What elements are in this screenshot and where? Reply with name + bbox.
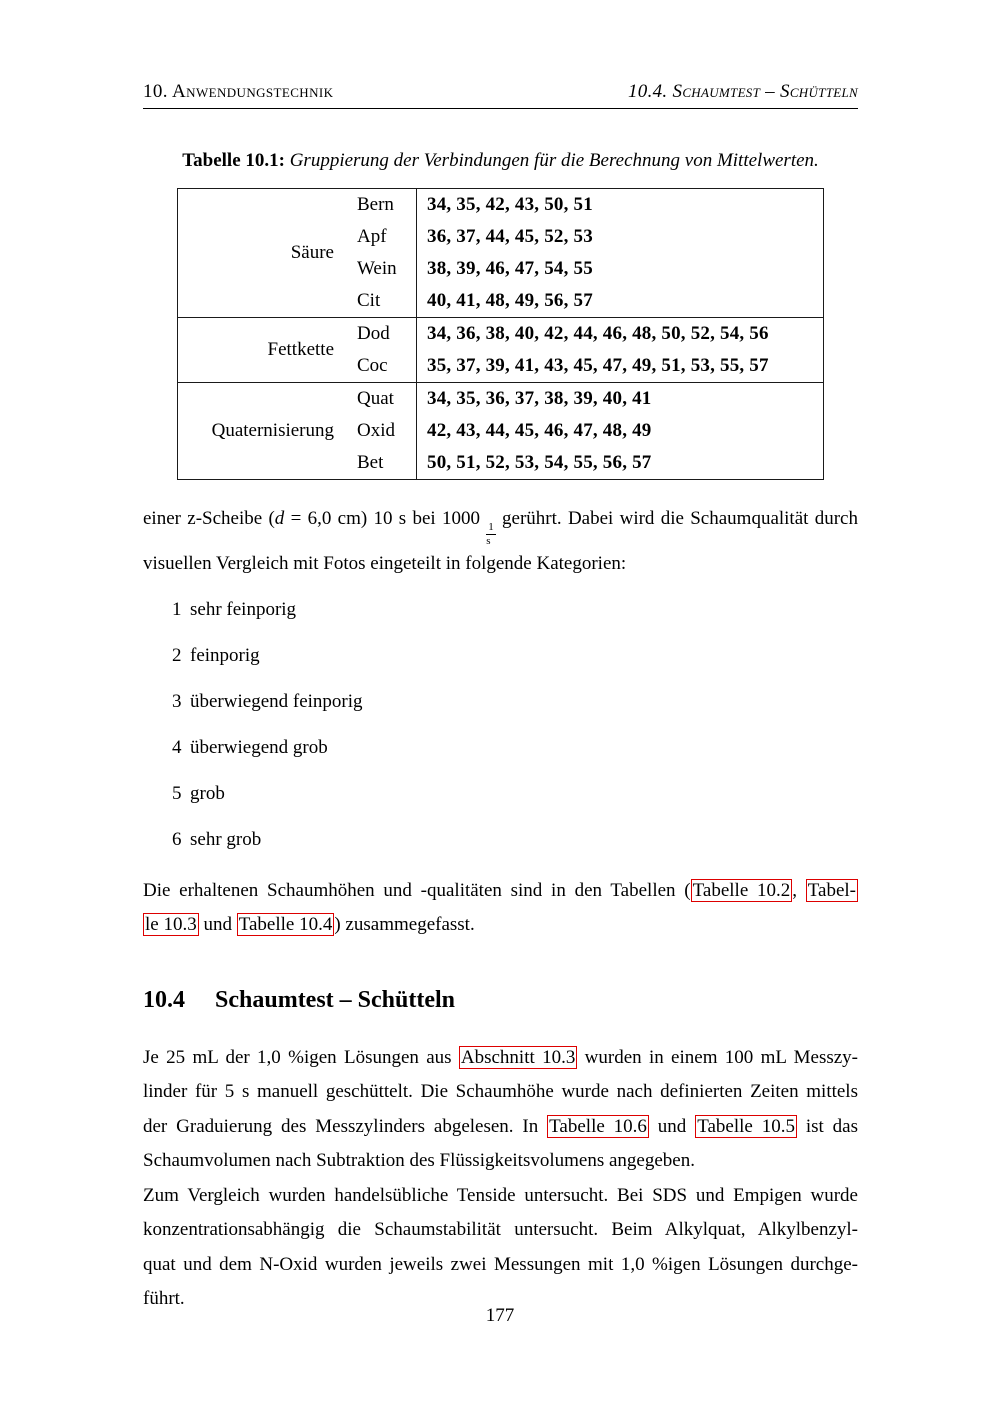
text-segment: wurden in einem 100 mL Messzy- [577, 1046, 858, 1068]
text-line [143, 502, 858, 547]
values-cell: 42, 43, 44, 45, 46, 47, 48, 49 [417, 415, 824, 447]
page-footer [0, 1305, 1000, 1327]
item-label: überwiegend feinporig [190, 690, 363, 712]
values-cell: 35, 37, 39, 41, 43, 45, 47, 49, 51, 53, 55, 57 [417, 350, 824, 383]
link-tabelle-10-2[interactable]: Tabelle 10.2 [692, 879, 791, 901]
text-segment: führt. [143, 1288, 185, 1309]
text-line [143, 908, 858, 943]
header-chapter-title: 10. Anwendungstechnik [143, 81, 334, 102]
item-label: überwiegend grob [190, 736, 328, 758]
values-cell: 38, 39, 46, 47, 54, 55 [417, 253, 824, 285]
link-tabelle-10-6[interactable]: Tabelle 10.6 [549, 1115, 647, 1137]
section-number: 10.4 [143, 986, 185, 1013]
table-row [178, 189, 824, 222]
text-segment: und [198, 914, 237, 935]
text-segment: Die erhaltenen Schaumhöhen und -qualitäten sind in den Tabellen ( [143, 879, 691, 901]
table-caption [143, 149, 858, 172]
values-cell: 50, 51, 52, 53, 54, 55, 56, 57 [417, 447, 824, 480]
text-segment: einer z-Scheibe ( [143, 508, 275, 529]
sub-label: Quat [352, 383, 417, 416]
sub-label: Oxid [357, 420, 395, 441]
text-segment: Zum Vergleich wurden handelsübliche Tenside untersucht. Bei SDS und Empigen wurde [143, 1184, 858, 1206]
text-line [143, 1213, 858, 1248]
paragraph-stir [143, 502, 858, 582]
grouping-table [177, 188, 824, 480]
list-item [172, 598, 858, 621]
text-line [143, 1144, 858, 1179]
item-number: 1 [172, 598, 182, 620]
sub-label: Apf [357, 226, 387, 247]
text-line [143, 1248, 858, 1283]
text-line [143, 547, 858, 582]
item-label: sehr feinporig [190, 598, 297, 620]
item-label: sehr grob [190, 828, 262, 850]
item-number: 4 [172, 736, 182, 758]
table-caption-label: Tabelle 10.1: [182, 150, 285, 171]
variable-d: d [274, 508, 285, 529]
fraction-numerator: 1 [488, 521, 494, 533]
link-abschnitt-10-3[interactable]: Abschnitt 10.3 [460, 1046, 576, 1068]
item-number: 5 [172, 782, 182, 804]
list-item [172, 644, 858, 667]
text-line [143, 874, 858, 909]
text-line [143, 1179, 858, 1214]
text-segment: visuellen Vergleich mit Fotos eingeteilt in folgende Kategorien: [143, 553, 627, 574]
link-tabelle-10-3-part2[interactable]: le 10.3 [145, 914, 197, 935]
sub-label: Wein [357, 258, 397, 279]
item-label: feinporig [190, 644, 260, 666]
paragraph-comparison [143, 1179, 858, 1317]
paragraph-table-refs [143, 874, 858, 943]
values-cell: 34, 35, 42, 43, 50, 51 [417, 189, 824, 222]
category-list [143, 598, 858, 851]
text-segment: = 6,0 cm) 10 s bei 1000 [284, 508, 487, 529]
text-segment: gerührt. Dabei wird die Schaumqualität durch [495, 508, 858, 529]
running-header [143, 0, 858, 104]
item-label: grob [190, 782, 225, 804]
sub-label: Bet [357, 452, 384, 473]
values-cell: 34, 36, 38, 40, 42, 44, 46, 48, 50, 52, 54, 56 [417, 318, 824, 351]
sub-label: Bern [357, 194, 394, 215]
text-segment: der Graduierung des Messzylinders abgelesen. In [143, 1115, 548, 1137]
values-cell: 36, 37, 44, 45, 52, 53 [417, 221, 824, 253]
text-segment: konzentrationsabhängig die Schaumstabilität untersucht. Beim Alkylquat, Alkylbenzyl- [143, 1219, 858, 1240]
group-name-fettkette: Fettkette [178, 318, 353, 383]
group-name-quaternisierung: Quaternisierung [178, 383, 353, 480]
header-rule [143, 108, 858, 109]
text-segment: Je 25 mL der 1,0 %igen Lösungen aus [143, 1046, 459, 1068]
paragraph-shake-test [143, 1041, 858, 1179]
header-section-title: 10.4. Schaumtest – Schütteln [627, 81, 858, 102]
table-row [178, 383, 824, 416]
fraction-denominator: s [486, 535, 491, 547]
item-number: 3 [172, 690, 182, 712]
text-line [143, 1041, 858, 1076]
table-row [178, 318, 824, 351]
link-tabelle-10-3-part1[interactable]: Tabel- [807, 879, 857, 901]
text-line [143, 1110, 858, 1145]
list-item [172, 828, 858, 851]
table-container [143, 188, 858, 480]
item-number: 6 [172, 828, 182, 850]
table-caption-text: Gruppierung der Verbindungen für die Berechnung von Mittelwerten. [289, 150, 819, 171]
section-title: Schaumtest – Schütteln [215, 986, 456, 1013]
text-segment: linder für 5 s manuell geschüttelt. Die Schaumhöhe wurde nach definierten Zeiten mittels [143, 1081, 858, 1102]
list-item [172, 736, 858, 759]
link-tabelle-10-4[interactable]: Tabelle 10.4 [238, 914, 333, 935]
group-name-saeure: Säure [290, 242, 334, 263]
sub-label: Cit [357, 290, 381, 311]
item-number: 2 [172, 644, 182, 666]
list-item [172, 690, 858, 713]
text-segment: Schaumvolumen nach Subtraktion des Flüssigkeitsvolumens angegeben. [143, 1150, 695, 1171]
link-tabelle-10-5[interactable]: Tabelle 10.5 [697, 1115, 795, 1137]
text-segment: und [648, 1115, 696, 1137]
fraction-one-per-second [486, 522, 496, 547]
text-segment: , [792, 879, 806, 901]
text-segment: ist das [796, 1115, 859, 1137]
values-cell: 40, 41, 48, 49, 56, 57 [417, 285, 824, 318]
text-line [143, 1075, 858, 1110]
sub-label: Coc [357, 355, 388, 376]
page-number: 177 [485, 1305, 515, 1326]
text-segment: ) zusammegefasst. [334, 914, 475, 935]
list-item [172, 782, 858, 805]
text-segment: quat und dem N-Oxid wurden jeweils zwei Messungen mit 1,0 %igen Lösungen durchge- [143, 1253, 858, 1275]
values-cell: 34, 35, 36, 37, 38, 39, 40, 41 [417, 383, 824, 416]
section-heading [143, 985, 858, 1015]
sub-label: Dod [352, 318, 417, 351]
